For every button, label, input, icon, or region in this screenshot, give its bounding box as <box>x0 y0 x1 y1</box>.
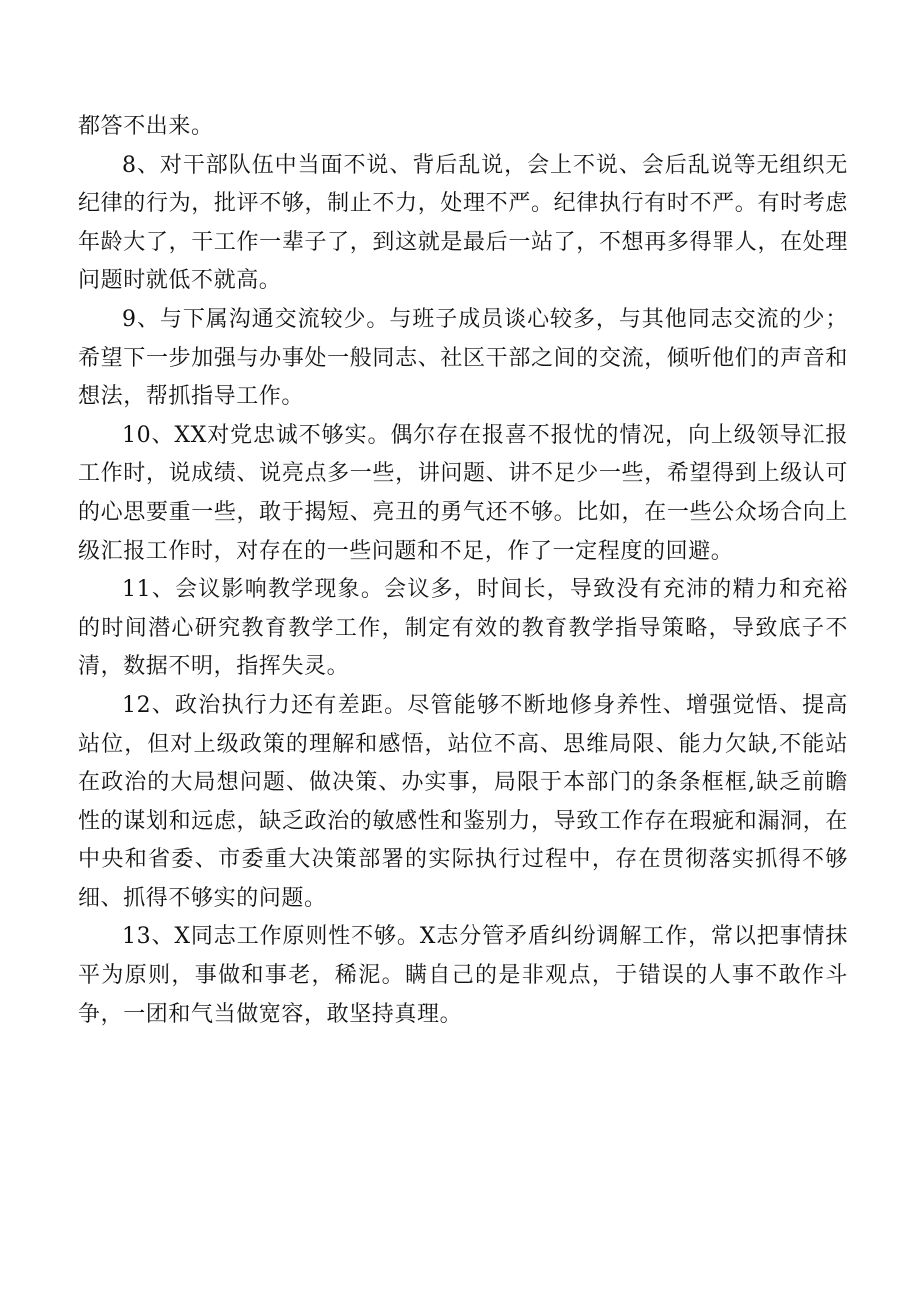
paragraph-item-8: 8、对干部队伍中当面不说、背后乱说，会上不说、会后乱说等无组织无纪律的行为，批评不够，制止不力，处理不严。纪律执行有时不严。有时考虑年龄大了，干工作一辈子了，到这就是最后一站了，不想再多得罪人，在处理问题时就低不就高。 <box>78 152 848 294</box>
paragraph-item-9: 9、与下属沟通交流较少。与班子成员谈心较多，与其他同志交流的少；希望下一步加强与办事处一般同志、社区干部之间的交流，倾听他们的声音和想法，帮抓指导工作。 <box>78 306 848 410</box>
document-page <box>78 108 848 1034</box>
paragraph-item-13: 13、X同志工作原则性不够。X志分管矛盾纠纷调解工作，常以把事情抹平为原则，事做和事老，稀泥。瞒自己的是非观点，于错误的人事不敢作斗争，一团和气当做宽容，敢坚持真理。 <box>78 924 848 1027</box>
paragraph-item-12: 12、政治执行力还有差距。尽管能够不断地修身养性、增强觉悟、提高站位，但对上级政策的理解和感悟，站位不高、思维局限、能力欠缺,不能站在政治的大局想问题、做决策、办实事，局限于本部门的条条框框,缺乏前瞻性的谋划和远虑，缺乏政治的敏感性和鉴别力，导致工作存在瑕疵和漏洞，在中央和省委、市委重大决策部署的实际执行过程中，存在贯彻落实抓得不够细、抓得不够实的问题。 <box>78 692 848 911</box>
paragraph-item-10: 10、XX对党忠诚不够实。偶尔存在报喜不报忧的情况，向上级领导汇报工作时，说成绩、说亮点多一些，讲问题、讲不足少一些，希望得到上级认可的心思要重一些，敢于揭短、亮丑的勇气还不够。比如，在一些公众场合向上级汇报工作时，对存在的一些问题和不足，作了一定程度的回避。 <box>78 422 848 564</box>
paragraph-item-11: 11、会议影响教学现象。会议多，时间长，导致没有充沛的精力和充裕的时间潜心研究教育教学工作，制定有效的教育教学指导策略，导致底子不清，数据不明，指挥失灵。 <box>78 577 848 680</box>
paragraph-continuation: 都答不出来。 <box>78 114 214 139</box>
